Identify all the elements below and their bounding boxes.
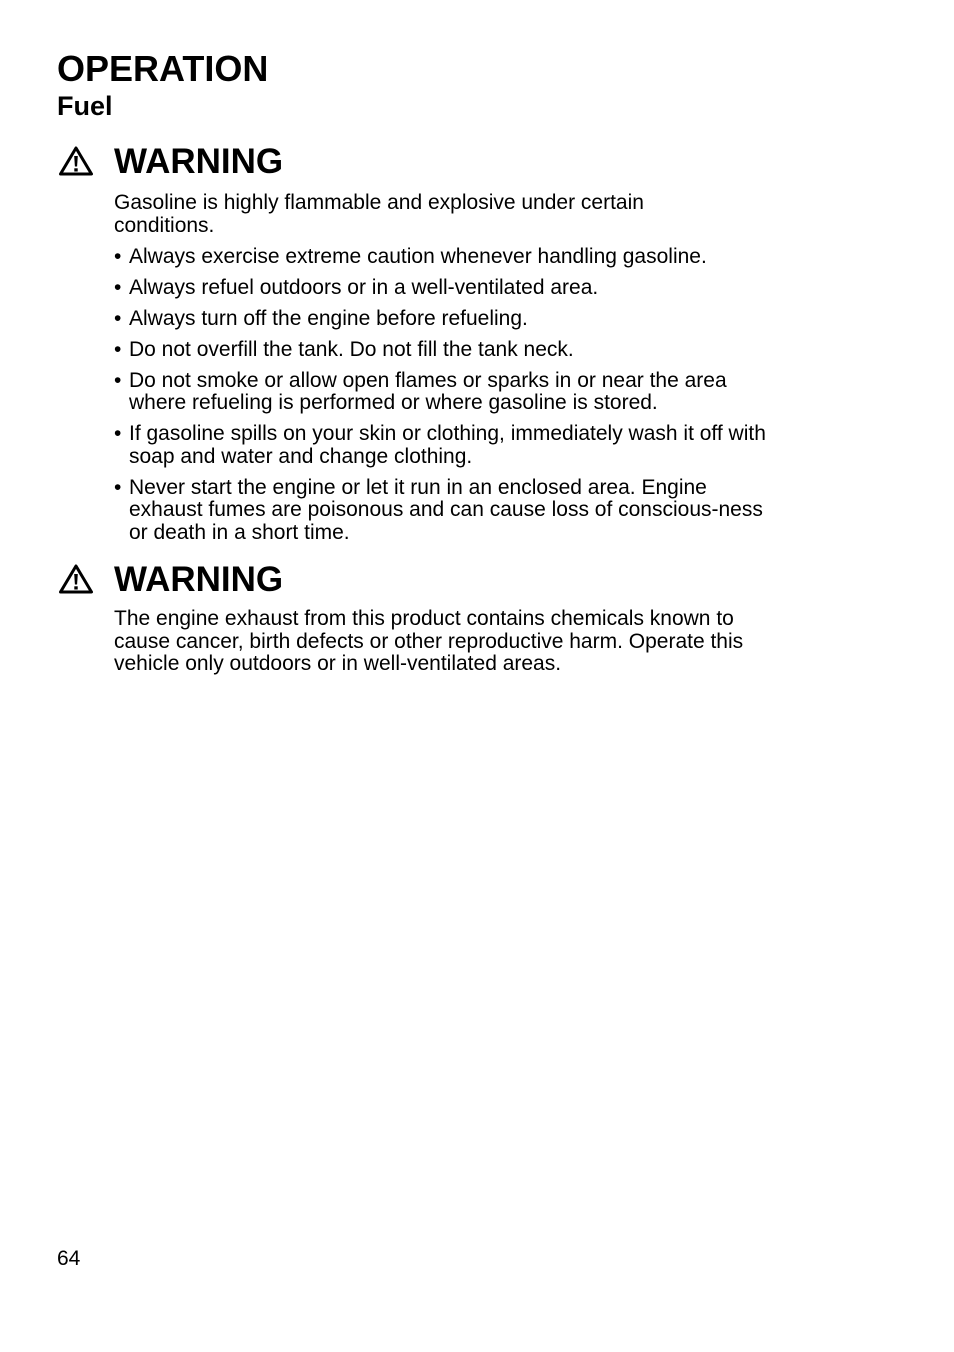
warning-block-gasoline [57, 140, 787, 544]
list-item: • Do not smoke or allow open flames or sparks in or near the area where refueling is performed or where gasoline is stored. [114, 368, 727, 414]
page-number: 64 [57, 1247, 81, 1270]
warning-body [114, 608, 787, 676]
warning-bullet-list [114, 246, 787, 545]
warning-triangle-icon [59, 564, 93, 594]
warning-intro: Gasoline is highly flammable and explosive under certain conditions. [114, 191, 644, 237]
list-item: • Never start the engine or let it run in an enclosed area. Engine exhaust fumes are poisonous and can cause loss of conscious-ness or death in a short time. [114, 475, 763, 544]
warning-heading: WARNING [114, 142, 284, 181]
warning-block-exhaust [57, 558, 787, 676]
list-item: • Always turn off the engine before refueling. [114, 306, 528, 330]
warning-body [114, 192, 787, 544]
subsection-title: Fuel [57, 91, 113, 121]
warning-heading: WARNING [114, 560, 284, 599]
list-item: • Always refuel outdoors or in a well-ventilated area. [114, 275, 599, 299]
list-item: • If gasoline spills on your skin or clothing, immediately wash it off with soap and water and change clothing. [114, 422, 766, 468]
warning-intro: The engine exhaust from this product contains chemicals known to cause cancer, birth defects or other reproductive harm. Operate this vehicle only outdoors or in well-ventilated areas. [114, 607, 744, 675]
warning-triangle-icon [59, 146, 93, 176]
list-item: • Always exercise extreme caution whenever handling gasoline. [114, 244, 707, 268]
warning-header [57, 140, 787, 184]
section-title: OPERATION [57, 48, 269, 89]
list-item: • Do not overfill the tank. Do not fill the tank neck. [114, 337, 574, 361]
warning-header [57, 558, 787, 602]
